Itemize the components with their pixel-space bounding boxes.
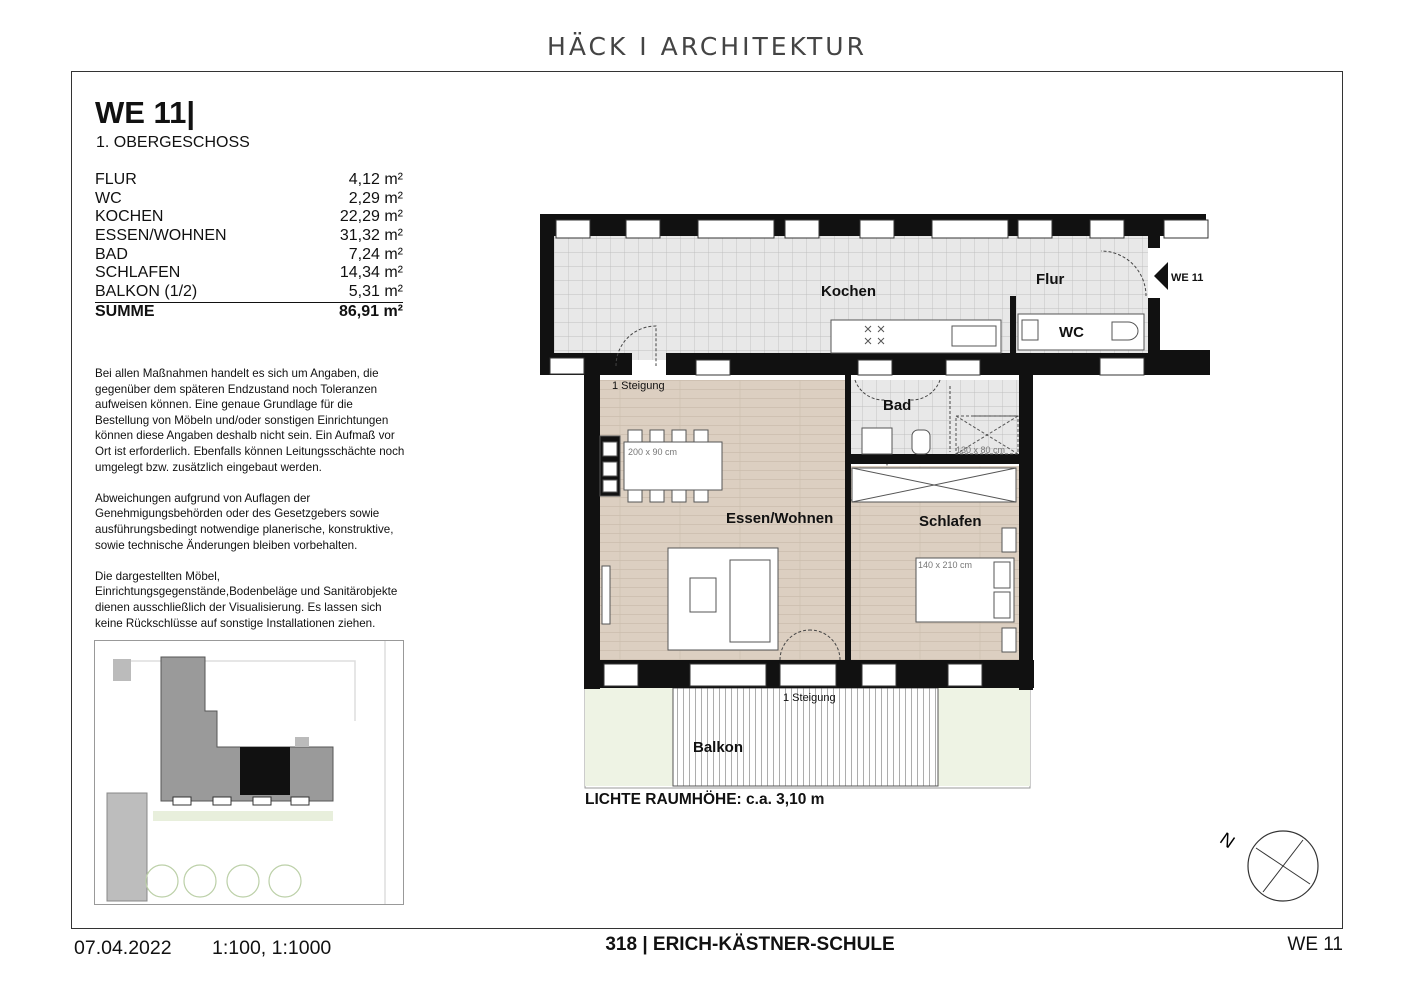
room-label-kochen: Kochen xyxy=(821,283,877,300)
room-label-wc: WC xyxy=(1059,324,1084,341)
area-row-balkon xyxy=(95,283,403,303)
room-label-schlafen: Schlafen xyxy=(919,513,982,530)
area-row-kochen xyxy=(95,208,403,227)
area-name: ESSEN/WOHNEN xyxy=(95,227,227,245)
floor-plan xyxy=(540,210,1210,790)
site-plan xyxy=(94,640,404,905)
note-paragraph: Bei allen Maßnahmen handelt es sich um Angaben, die gegenüber dem späteren Endzustand noch Toleranzen aufweisen können. Eine genaue Grundlage für die Bestellung von Möbeln und/oder sonstigen Einrichtungen können diese Angaben deshalb nicht sein. Ein Aufmaß vor Ort ist erforderlich. Ebenfalls können Leitungsschächte noch umgelegt bzw. zusätzlich eingebaut werden. xyxy=(95,367,405,474)
area-value: 31,32 m² xyxy=(339,227,403,245)
table-dimension: 200 x 90 cm xyxy=(628,447,678,457)
north-compass xyxy=(1215,828,1325,908)
area-name: SCHLAFEN xyxy=(95,264,181,282)
area-name: BAD xyxy=(95,245,128,263)
area-row-flur xyxy=(95,171,403,190)
unit-title: WE 11| xyxy=(95,95,195,130)
area-row-summe xyxy=(95,303,403,322)
footer-date: 07.04.2022 xyxy=(74,937,172,959)
area-row-bad xyxy=(95,246,403,265)
entrance-label: WE 11 xyxy=(1171,272,1204,284)
floor-label: 1. OBERGESCHOSS xyxy=(96,134,250,151)
area-table xyxy=(95,171,403,322)
note-paragraph: Die dargestellten Möbel, Einrichtungsgegenstände,Bodenbeläge und Sanitärobjekte dienen ausschließlich der Visualisierung. Es lassen sich keine Rückschlüsse auf sonstige Installationen ziehen. xyxy=(95,569,398,630)
total-name: SUMME xyxy=(95,302,155,320)
kitchen-counter xyxy=(831,320,1001,353)
bed-dimension: 140 x 210 cm xyxy=(918,560,973,570)
area-value: 4,12 m² xyxy=(348,171,403,188)
area-value: 5,31 m² xyxy=(348,283,403,301)
footer-project: 318 | ERICH-KÄSTNER-SCHULE xyxy=(605,934,895,955)
footer-unit: WE 11 xyxy=(1287,934,1343,955)
area-row-schlafen xyxy=(95,264,403,283)
area-value: 22,29 m² xyxy=(339,208,403,226)
disclaimer-notes xyxy=(95,366,405,647)
room-label-balkon: Balkon xyxy=(693,739,744,756)
north-windows xyxy=(556,220,1208,238)
area-value: 2,29 m² xyxy=(348,189,403,207)
area-name: BALKON (1/2) xyxy=(95,283,198,301)
ceiling-height-note: LICHTE RAUMHÖHE: c.a. 3,10 m xyxy=(585,791,825,808)
area-value: 7,24 m² xyxy=(348,245,403,263)
area-name: WC xyxy=(95,189,122,207)
room-label-bad: Bad xyxy=(883,397,912,414)
dining-table xyxy=(600,430,722,502)
step-label-top: 1 Steigung xyxy=(612,380,665,392)
room-label-flur: Flur xyxy=(1036,271,1065,288)
area-name: KOCHEN xyxy=(95,208,164,226)
step-label-bottom: 1 Steigung xyxy=(783,692,836,704)
area-row-wc xyxy=(95,190,403,209)
compass-north-label: N xyxy=(1216,828,1239,853)
area-row-essen-wohnen xyxy=(95,227,403,246)
floor-plan-drawing xyxy=(540,210,1210,790)
total-value: 86,91 m² xyxy=(338,302,403,320)
room-label-essen-wohnen: Essen/Wohnen xyxy=(726,510,834,527)
shower-dimension: 130 x 80 cm xyxy=(956,445,1006,455)
footer-scale: 1:100, 1:1000 xyxy=(212,937,332,959)
brand-header: HÄCK I ARCHITEKTUR xyxy=(547,32,867,61)
entrance-arrow-icon xyxy=(1154,262,1168,290)
area-value: 14,34 m² xyxy=(339,264,403,282)
area-name: FLUR xyxy=(95,171,137,188)
compass-icon xyxy=(1215,828,1325,908)
note-paragraph: Abweichungen aufgrund von Auflagen der Genehmigungsbehörden oder des Gesetzgebers sowie ausführungsbedingt notwendige planerische, konstruktive, sowie technische Änderungen bleiben vorbehalten. xyxy=(95,491,394,552)
site-plan-drawing xyxy=(95,641,403,904)
